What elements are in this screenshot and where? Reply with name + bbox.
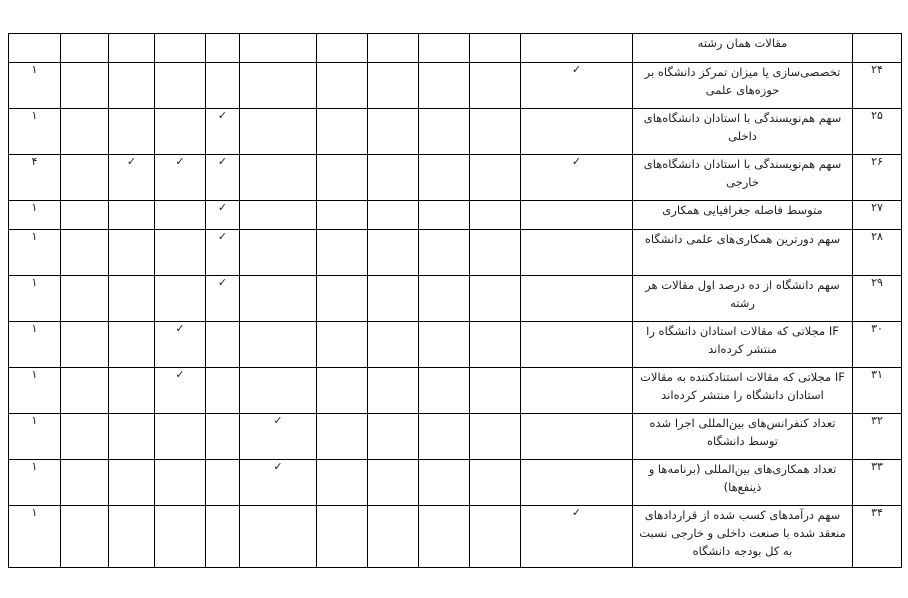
check-mark-icon: ✓ [217,276,228,289]
table-row [9,109,902,155]
criteria-cell [61,155,109,201]
indicator-title: مقالات همان رشته [633,34,853,63]
check-mark-icon: ✓ [273,460,283,473]
criteria-cell [317,414,368,460]
criteria-cell [61,230,109,276]
criteria-cell [470,368,521,414]
criteria-cell [521,201,633,230]
criteria-cell [240,368,317,414]
indicator-number: ۳۱ [853,368,902,414]
check-mark-icon: ✓ [126,155,137,168]
row-total: ۱ [9,506,61,568]
check-mark-icon: ✓ [217,201,228,214]
criteria-cell [470,414,521,460]
indicator-title: سهم هم‌نویسندگی با استادان دانشگاه‌های خارجی [633,155,853,201]
criteria-cell [240,506,317,568]
criteria-cell [521,276,633,322]
criteria-cell [240,460,317,506]
criteria-cell [521,63,633,109]
indicator-number: ۲۷ [853,201,902,230]
criteria-cell [470,276,521,322]
criteria-cell [206,109,240,155]
criteria-cell [419,460,470,506]
check-mark-icon: ✓ [217,155,228,168]
criteria-cell [368,109,419,155]
indicator-title: سهم هم‌نویسندگی با استادان دانشگاه‌های داخلی [633,109,853,155]
criteria-cell [368,322,419,368]
table-row [9,201,902,230]
criteria-cell [155,63,206,109]
criteria-cell [368,368,419,414]
check-mark-icon: ✓ [175,368,185,381]
criteria-cell [470,109,521,155]
criteria-cell [317,276,368,322]
row-total: ۱ [9,276,61,322]
criteria-cell [155,230,206,276]
indicator-title: IF مجلاتی که مقالات استنادکننده به مقالات استادان دانشگاه را منتشر کرده‌اند [633,368,853,414]
criteria-cell [317,460,368,506]
criteria-cell [206,34,240,63]
indicator-number: ۲۶ [853,155,902,201]
row-total [9,34,61,63]
criteria-cell [368,230,419,276]
criteria-cell [109,201,155,230]
criteria-cell [419,109,470,155]
criteria-cell [419,63,470,109]
row-total: ۱ [9,201,61,230]
row-total: ۱ [9,63,61,109]
criteria-cell [206,506,240,568]
indicator-number: ۲۵ [853,109,902,155]
criteria-cell [470,155,521,201]
criteria-cell [419,276,470,322]
criteria-cell [206,276,240,322]
check-mark-icon: ✓ [571,155,582,168]
table-row [9,460,902,506]
table-row [9,368,902,414]
criteria-cell [61,368,109,414]
criteria-cell [109,506,155,568]
criteria-cell [155,201,206,230]
criteria-cell [61,414,109,460]
criteria-cell [206,368,240,414]
criteria-cell [240,155,317,201]
indicator-number: ۳۰ [853,322,902,368]
criteria-cell [155,276,206,322]
indicator-title: تعداد کنفرانس‌های بین‌المللی اجرا شده توسط دانشگاه [633,414,853,460]
indicator-number: ۳۲ [853,414,902,460]
criteria-cell [155,368,206,414]
criteria-table [8,33,902,568]
criteria-cell [240,322,317,368]
criteria-cell [155,109,206,155]
criteria-cell [109,276,155,322]
criteria-cell [109,155,155,201]
row-total: ۱ [9,109,61,155]
criteria-cell [206,322,240,368]
criteria-cell [470,63,521,109]
criteria-cell [155,460,206,506]
criteria-cell [317,34,368,63]
check-mark-icon: ✓ [571,63,582,76]
criteria-cell [317,63,368,109]
criteria-cell [521,460,633,506]
criteria-cell [419,414,470,460]
criteria-cell [419,201,470,230]
criteria-cell [206,201,240,230]
criteria-cell [155,155,206,201]
table-row [9,63,902,109]
criteria-cell [521,414,633,460]
indicator-title: سهم درآمدهای کسب شده از قراردادهای منعقد شده با صنعت داخلی و خارجی نسبت به کل بودجه دانشگاه [633,506,853,568]
table-row [9,34,902,63]
criteria-cell [109,460,155,506]
table-row [9,155,902,201]
criteria-cell [109,230,155,276]
check-mark-icon: ✓ [217,109,228,122]
criteria-cell [470,34,521,63]
criteria-cell [206,155,240,201]
check-mark-icon: ✓ [175,322,185,335]
indicator-number [853,34,902,63]
criteria-cell [521,506,633,568]
criteria-cell [61,276,109,322]
criteria-cell [419,230,470,276]
criteria-cell [419,34,470,63]
criteria-cell [317,109,368,155]
table-row [9,506,902,568]
criteria-cell [155,506,206,568]
indicator-title: IF مجلاتی که مقالات استادان دانشگاه را منتشر کرده‌اند [633,322,853,368]
table-body [9,34,902,568]
criteria-cell [109,63,155,109]
criteria-cell [470,322,521,368]
indicator-number: ۳۳ [853,460,902,506]
table-row [9,414,902,460]
criteria-cell [240,63,317,109]
criteria-cell [419,155,470,201]
criteria-cell [317,230,368,276]
row-total: ۴ [9,155,61,201]
criteria-cell [240,276,317,322]
criteria-cell [240,230,317,276]
criteria-cell [240,34,317,63]
criteria-cell [317,201,368,230]
criteria-cell [317,506,368,568]
criteria-cell [155,322,206,368]
criteria-cell [61,460,109,506]
check-mark-icon: ✓ [217,230,228,243]
check-mark-icon: ✓ [273,414,283,427]
criteria-cell [317,155,368,201]
criteria-cell [109,368,155,414]
criteria-cell [470,230,521,276]
criteria-cell [109,34,155,63]
indicator-number: ۳۴ [853,506,902,568]
indicator-title: سهم دانشگاه از ده درصد اول مقالات هر رشته [633,276,853,322]
criteria-cell [521,368,633,414]
criteria-cell [155,414,206,460]
criteria-cell [317,322,368,368]
criteria-cell [61,109,109,155]
criteria-cell [368,414,419,460]
criteria-cell [317,368,368,414]
criteria-cell [155,34,206,63]
criteria-cell [470,201,521,230]
criteria-cell [368,460,419,506]
criteria-cell [61,63,109,109]
criteria-cell [206,63,240,109]
criteria-cell [470,506,521,568]
criteria-cell [109,414,155,460]
criteria-cell [521,322,633,368]
criteria-cell [206,414,240,460]
criteria-cell [240,414,317,460]
table-row [9,276,902,322]
criteria-cell [521,155,633,201]
indicator-number: ۲۹ [853,276,902,322]
indicator-title: سهم دورترین همکاری‌های علمی دانشگاه [633,230,853,276]
criteria-cell [368,155,419,201]
criteria-cell [419,368,470,414]
criteria-cell [206,230,240,276]
criteria-cell [61,506,109,568]
criteria-cell [419,506,470,568]
criteria-cell [521,109,633,155]
criteria-cell [521,34,633,63]
row-total: ۱ [9,460,61,506]
criteria-cell [368,63,419,109]
criteria-cell [240,201,317,230]
indicator-title: تعداد همکاری‌های بین‌المللی (برنامه‌ها و ذینفع‌ها) [633,460,853,506]
criteria-cell [109,109,155,155]
indicator-title: تخصصی‌سازی یا میزان تمرکز دانشگاه بر حوزه‌های علمی [633,63,853,109]
table-row [9,230,902,276]
check-mark-icon: ✓ [571,506,582,519]
table-row [9,322,902,368]
criteria-cell [419,322,470,368]
criteria-cell [206,460,240,506]
criteria-cell [109,322,155,368]
indicator-number: ۲۸ [853,230,902,276]
criteria-cell [368,201,419,230]
indicator-title: متوسط فاصله جغرافیایی همکاری [633,201,853,230]
row-total: ۱ [9,368,61,414]
row-total: ۱ [9,414,61,460]
criteria-cell [61,34,109,63]
indicator-number: ۲۴ [853,63,902,109]
row-total: ۱ [9,230,61,276]
criteria-cell [61,322,109,368]
criteria-cell [240,109,317,155]
criteria-cell [61,201,109,230]
criteria-cell [368,506,419,568]
criteria-cell [521,230,633,276]
check-mark-icon: ✓ [175,155,185,168]
criteria-cell [368,276,419,322]
criteria-cell [470,460,521,506]
row-total: ۱ [9,322,61,368]
criteria-cell [368,34,419,63]
